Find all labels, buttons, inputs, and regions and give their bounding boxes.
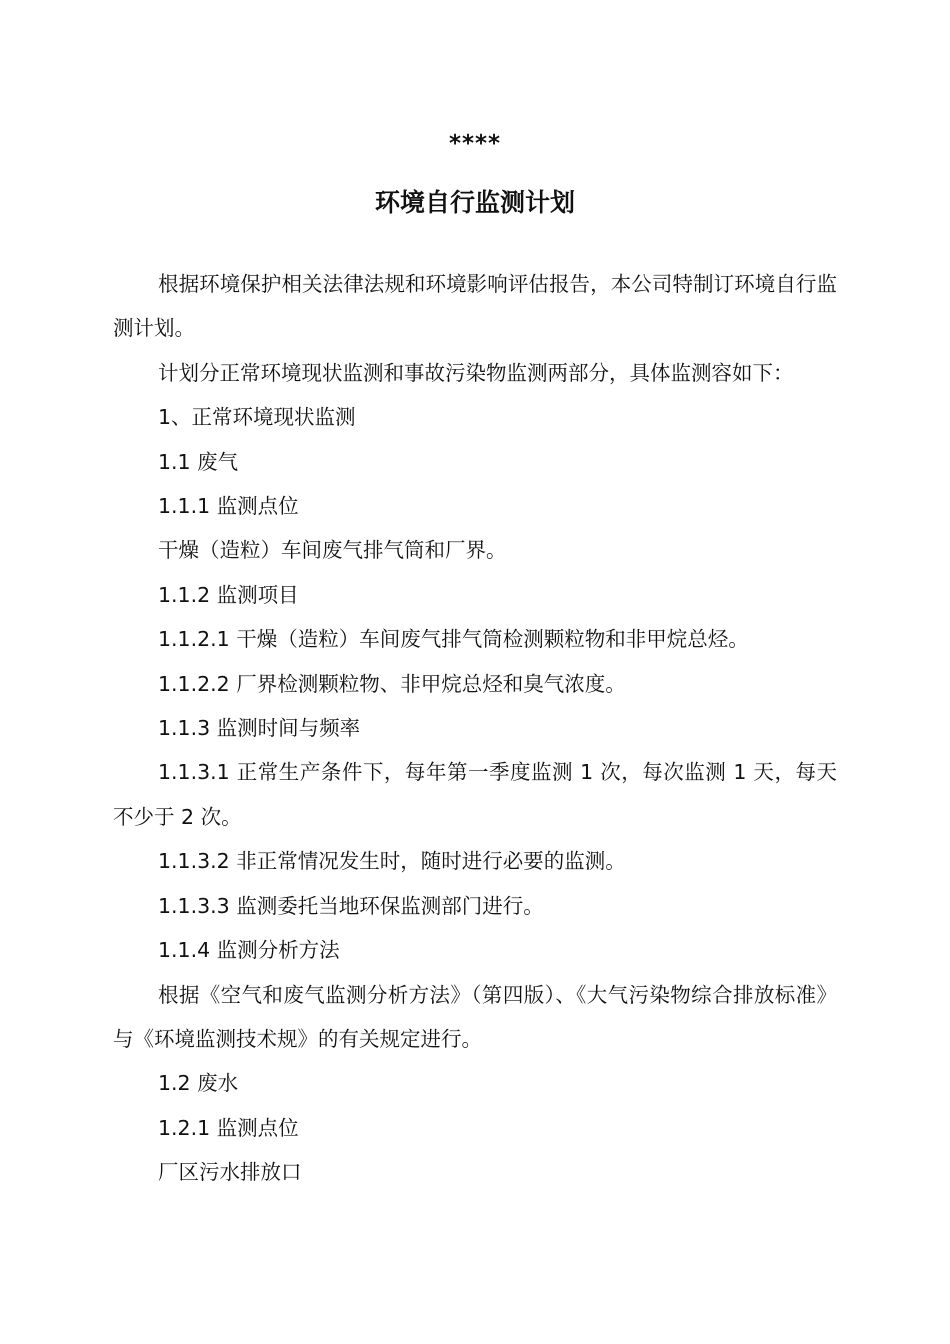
body-paragraph: 1.1.2.1 干燥（造粒）车间废气排气筒检测颗粒物和非甲烷总烃。	[158, 627, 749, 652]
body-paragraph: 1.1.3.3 监测委托当地环保监测部门进行。	[158, 893, 544, 918]
section-heading: 1.2 废水	[158, 1071, 239, 1096]
section-heading: 1.1.3 监测时间与频率	[158, 716, 361, 741]
body-paragraph: 根据《空气和废气监测分析方法》（第四版）、《大气污染物综合排放标准》与《环境监测技术规》的有关规定进行。	[113, 982, 837, 1051]
body-paragraph: 1.1.2.2 厂界检测颗粒物、非甲烷总烃和臭气浓度。	[158, 671, 626, 696]
document-title: 环境自行监测计划	[374, 188, 575, 217]
plan-scope-paragraph: 计划分正常环境现状监测和事故污染物监测两部分，具体监测容如下：	[158, 360, 794, 385]
intro-paragraph: 根据环境保护相关法律法规和环境影响评估报告，本公司特制订环境自行监测计划。	[113, 272, 837, 341]
section-heading: 1.1.4 监测分析方法	[158, 938, 340, 963]
organization-name: ****	[448, 131, 502, 157]
section-heading: 1.1.2 监测项目	[158, 582, 299, 607]
document-body	[113, 262, 837, 1195]
section-heading: 1、正常环境现状监测	[158, 405, 356, 430]
body-paragraph: 厂区污水排放口	[158, 1160, 302, 1185]
body-paragraph: 1.1.3.1 正常生产条件下，每年第一季度监测 1 次，每次监测 1 天，每天不少于 2 次。	[113, 760, 837, 829]
section-heading: 1.1 废气	[158, 449, 239, 474]
body-paragraph: 1.1.3.2 非正常情况发生时，随时进行必要的监测。	[158, 849, 626, 874]
body-paragraph: 干燥（造粒）车间废气排气筒和厂界。	[158, 538, 507, 563]
section-heading: 1.2.1 监测点位	[158, 1115, 299, 1140]
section-heading: 1.1.1 监测点位	[158, 494, 299, 519]
